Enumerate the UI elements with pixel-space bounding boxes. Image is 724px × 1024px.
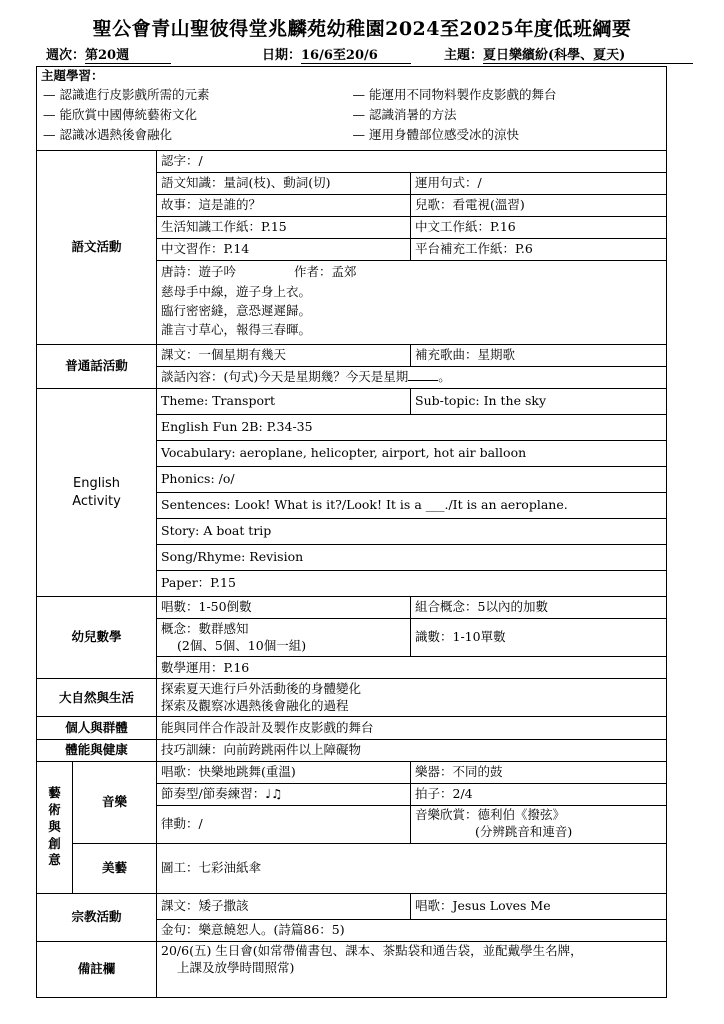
english-label — [37, 389, 157, 597]
putonghua-text: 課文：一個星期有幾天 — [157, 345, 411, 367]
arts-label-char: 意 — [48, 852, 61, 868]
arts-label-char: 與 — [48, 818, 61, 834]
math-application: 數學運用：P.16 — [157, 657, 667, 679]
english-label-line2: Activity — [72, 493, 121, 509]
english-sentences: Sentences: Look! What is it?/Look! It is a ___./It is an aeroplane. — [157, 493, 667, 519]
visual-arts-label: 美藝 — [73, 843, 157, 893]
putonghua-talk — [157, 367, 667, 389]
chinese-story: 故事：這是誰的？ — [157, 195, 411, 217]
appreciation-detail: (分辨跳音和連音) — [475, 824, 573, 840]
date-value: 16/6至20/6 — [301, 44, 411, 64]
math-concept-title: 概念：數群感知 — [161, 621, 249, 637]
math-recognize: 識數：1-10單數 — [411, 619, 667, 657]
theme-field — [444, 44, 693, 64]
curriculum-table — [36, 66, 667, 998]
theme-value: 夏日樂繽紛(科學、夏天) — [483, 44, 693, 64]
poem-line: 慈母手中線，遊子身上衣。 — [161, 283, 312, 299]
objective-item: — 能欣賞中國傳統藝術文化 — [43, 106, 197, 122]
week-label: 週次： — [46, 48, 86, 63]
religion-text: 課文：矮子撒該 — [157, 893, 411, 919]
chinese-platform: 平台補充工作紙：P.6 — [411, 239, 667, 261]
talk-blank — [408, 380, 438, 381]
arts-label-char: 藝 — [48, 784, 61, 800]
chinese-sentence: 運用句式：/ — [411, 173, 667, 195]
remarks-cell — [157, 941, 667, 997]
chinese-worksheet: 中文工作紙：P.16 — [411, 217, 667, 239]
math-concept — [157, 619, 411, 657]
remarks-label: 備註欄 — [37, 941, 157, 997]
english-story: Story: A boat trip — [157, 519, 667, 545]
arts-label — [37, 761, 73, 893]
arts-label-char: 創 — [48, 835, 61, 851]
music-rhythm: 節奏型/節奏練習：♩♫ — [157, 783, 411, 805]
music-instrument: 樂器：不同的鼓 — [411, 761, 667, 783]
music-appreciation — [411, 805, 667, 843]
nature-cell — [157, 679, 667, 717]
chinese-knowledge: 語文知識：量詞(枝)、動詞(切) — [157, 173, 411, 195]
math-combine: 組合概念：5以內的加數 — [411, 597, 667, 619]
remarks-line: 20/6(五) 生日會(如常帶備書包、課本、茶點袋和通告袋，並配戴學生名牌， — [161, 942, 583, 958]
religion-label: 宗教活動 — [37, 893, 157, 941]
religion-verse: 金句：樂意饒恕人。(詩篇86：5) — [157, 919, 667, 941]
poem-line: 誰言寸草心，報得三春暉。 — [161, 322, 312, 338]
english-song: Song/Rhyme: Revision — [157, 545, 667, 571]
objectives-list — [41, 85, 662, 144]
english-fun: English Fun 2B: P.34-35 — [157, 415, 667, 441]
math-counting: 唱數：1-50倒數 — [157, 597, 411, 619]
visual-arts-craft: 圖工：七彩油紙傘 — [157, 843, 667, 893]
group-text: 能與同伴合作設計及製作皮影戲的舞台 — [157, 717, 667, 739]
objective-item: — 認識消暑的方法 — [352, 106, 457, 122]
arts-label-char: 術 — [48, 801, 61, 817]
putonghua-song: 補充歌曲：星期歌 — [411, 345, 667, 367]
english-label-line1: English — [73, 476, 120, 492]
objectives-heading: 主題學習： — [41, 68, 104, 83]
math-label: 幼兒數學 — [37, 597, 157, 679]
appreciation-title: 音樂欣賞：德利伯《撥弦》 — [415, 807, 566, 823]
poem-line: 臨行密密縫，意恐遲遲歸。 — [161, 302, 312, 318]
music-singing: 唱歌：快樂地跳舞(重溫) — [157, 761, 411, 783]
english-theme: Theme: Transport — [157, 389, 411, 415]
chinese-rhyme: 兒歌：看電視(溫習) — [411, 195, 667, 217]
chinese-recognize: 認字：/ — [157, 151, 667, 173]
poem-title: 唐詩：遊子吟 — [161, 264, 237, 280]
english-phonics: Phonics: /o/ — [157, 467, 667, 493]
remarks-line: 上課及放學時間照常) — [177, 959, 295, 975]
objective-item: — 運用身體部位感受冰的涼快 — [352, 126, 519, 142]
talk-prefix: 談話內容：(句式)今天是星期幾？今天是星期 — [161, 369, 409, 385]
music-beat: 拍子：2/4 — [411, 783, 667, 805]
objective-item: — 認識冰遇熱後會融化 — [43, 126, 172, 142]
putonghua-label: 普通話活動 — [37, 345, 157, 389]
chinese-label: 語文活動 — [37, 151, 157, 345]
english-subtopic: Sub-topic: In the sky — [411, 389, 667, 415]
english-paper: Paper：P.15 — [157, 571, 667, 597]
nature-line: 探索夏天進行戶外活動後的身體變化 — [161, 681, 362, 697]
theme-label: 主題： — [444, 48, 484, 63]
physical-label: 體能與健康 — [37, 739, 157, 761]
objective-item: — 認識進行皮影戲所需的元素 — [43, 86, 210, 102]
chinese-practice: 中文習作：P.14 — [157, 239, 411, 261]
english-vocabulary: Vocabulary: aeroplane, helicopter, airport, hot air balloon — [157, 441, 667, 467]
objective-item: — 能運用不同物料製作皮影戲的舞台 — [352, 86, 557, 102]
nature-label: 大自然與生活 — [37, 679, 157, 717]
chinese-life-worksheet: 生活知識工作紙：P.15 — [157, 217, 411, 239]
chinese-poem — [157, 261, 667, 345]
week-field — [46, 44, 171, 64]
group-label: 個人與群體 — [37, 717, 157, 739]
music-movement: 律動：/ — [157, 805, 411, 843]
date-label: 日期： — [262, 48, 302, 63]
talk-suffix: 。 — [438, 369, 451, 385]
date-field — [262, 44, 411, 64]
physical-text: 技巧訓練：向前跨跳兩件以上障礙物 — [157, 739, 667, 761]
poem-author: 作者：孟郊 — [294, 264, 357, 280]
page-title: 聖公會青山聖彼得堂兆麟苑幼稚園2024至2025年度低班綱要 — [92, 18, 632, 40]
objectives-cell — [37, 67, 667, 151]
week-value: 第20週 — [85, 44, 171, 64]
math-concept-detail: (2個、5個、10個一組) — [177, 637, 307, 653]
music-label: 音樂 — [73, 761, 157, 843]
nature-line: 探索及觀察冰遇熱後會融化的過程 — [161, 697, 349, 713]
religion-song: 唱歌：Jesus Loves Me — [411, 893, 667, 919]
